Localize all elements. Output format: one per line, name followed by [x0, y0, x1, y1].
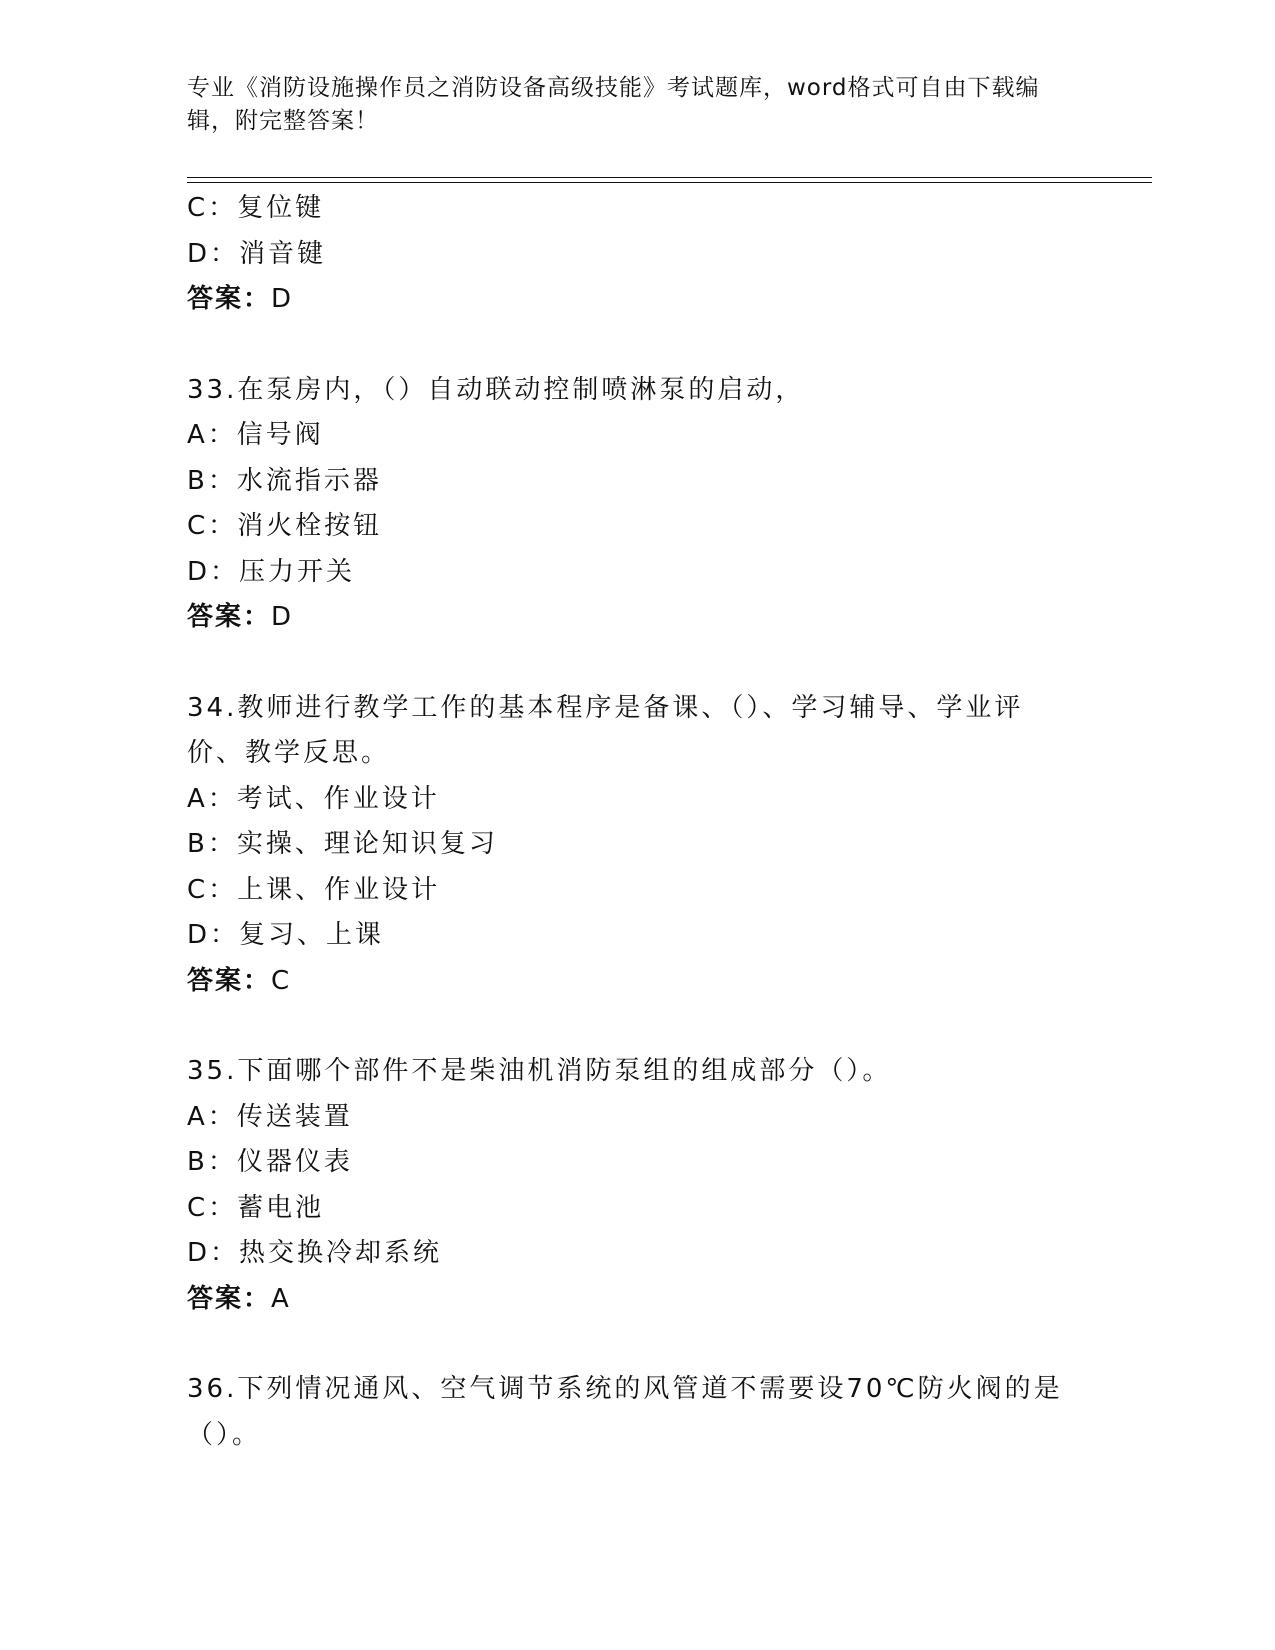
question-text: 35.下面哪个部件不是柴油机消防泵组的组成部分（）。 [187, 1056, 892, 1086]
answer-line [187, 959, 1087, 1005]
answer-value: D [271, 284, 294, 314]
spacer [187, 1004, 1087, 1049]
option-b: B：实操、理论知识复习 [187, 829, 498, 859]
question-block-36 [187, 1367, 1087, 1458]
answer-label: 答案： [187, 1283, 272, 1314]
option-c: C：上课、作业设计 [187, 874, 441, 905]
answer-label: 答案： [187, 602, 272, 632]
option-d: D：热交换冷却系统 [187, 1238, 443, 1268]
option-a: A：考试、作业设计 [187, 783, 440, 814]
question-block-34 [187, 686, 1087, 1005]
question-text: 33.在泵房内，（）自动联动控制喷淋泵的启动， [187, 374, 805, 405]
header-divider-top [187, 177, 1152, 178]
option-b: B：水流指示器 [187, 465, 382, 496]
answer-value: C [271, 965, 292, 996]
question-block-35 [187, 1049, 1087, 1322]
document-header: 专业《消防设施操作员之消防设备高级技能》考试题库，word格式可自由下载编辑，附完整答案！ [187, 75, 1040, 134]
question-text: 36.下列情况通风、空气调节系统的风管道不需要设70℃防火阀的是（）。 [187, 1374, 1063, 1450]
answer-label: 答案： [187, 284, 272, 314]
option-c: C：复位键 [187, 193, 325, 223]
option-d: D：消音键 [187, 238, 327, 269]
answer-label: 答案： [187, 965, 272, 996]
spacer [187, 1322, 1087, 1367]
question-list [187, 186, 1087, 1458]
option-a: A：信号阀 [187, 420, 324, 450]
header-divider-bottom [187, 182, 1152, 183]
option-c: C：蓄电池 [187, 1192, 325, 1223]
option-c: C：消火栓按钮 [187, 511, 383, 541]
option-b: B：仪器仪表 [187, 1147, 353, 1177]
answer-line [187, 595, 1087, 641]
spacer [187, 323, 1087, 368]
spacer [187, 641, 1087, 686]
answer-line [187, 1277, 1087, 1323]
option-d: D：复习、上课 [187, 920, 385, 950]
option-d: D：压力开关 [187, 556, 356, 587]
answer-value: A [271, 1283, 291, 1314]
answer-value: D [271, 602, 294, 632]
question-block-partial [187, 186, 1087, 323]
option-a: A：传送装置 [187, 1101, 353, 1132]
question-block-33 [187, 368, 1087, 641]
answer-line [187, 277, 1087, 323]
question-text: 34.教师进行教学工作的基本程序是备课、（）、学习辅导、学业评价、教学反思。 [187, 692, 1024, 768]
